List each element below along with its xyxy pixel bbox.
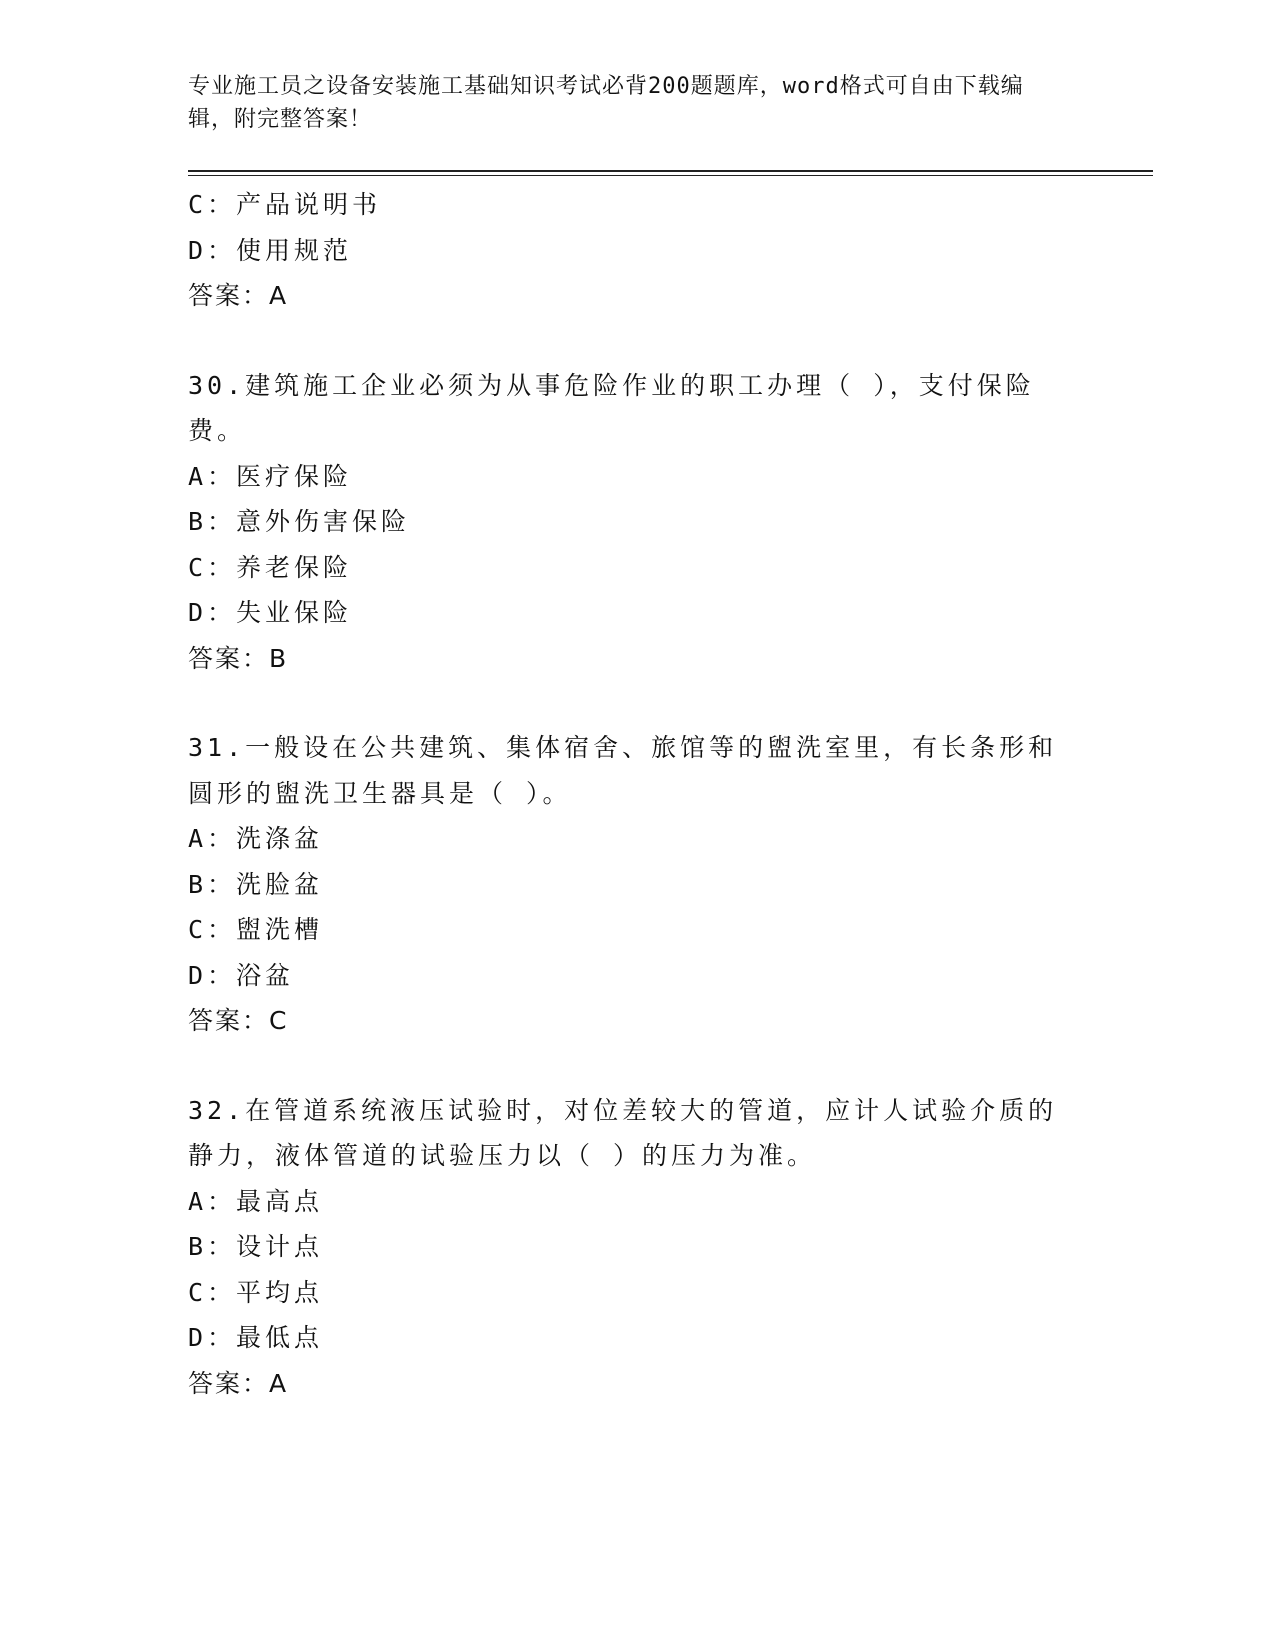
option-d: D：使用规范 bbox=[188, 235, 353, 265]
document-header: 专业施工员之设备安装施工基础知识考试必背200题题库，word格式可自由下载编辑，附完整答案！ bbox=[188, 74, 1024, 132]
question-stem: 32.在管道系统液压试验时，对位差较大的管道，应计人试验介质的静力，液体管道的试验压力以（ ）的压力为准。 bbox=[188, 1095, 1058, 1170]
option-b: B：洗脸盆 bbox=[188, 869, 324, 899]
answer-line: 答案：B bbox=[188, 643, 289, 673]
question-32 bbox=[188, 1088, 1148, 1407]
option-c: C：养老保险 bbox=[188, 552, 353, 582]
option-a: A：医疗保险 bbox=[188, 461, 353, 491]
continued-question bbox=[188, 182, 1148, 319]
header-divider bbox=[188, 170, 1153, 176]
option-a: A：洗涤盆 bbox=[188, 824, 324, 853]
option-a: A：最高点 bbox=[188, 1186, 324, 1216]
option-b: B：意外伤害保险 bbox=[188, 507, 411, 536]
option-d: D：浴盆 bbox=[188, 960, 295, 990]
answer-line: 答案：C bbox=[188, 1006, 289, 1035]
option-c: C：平均点 bbox=[188, 1277, 324, 1307]
option-b: B：设计点 bbox=[188, 1232, 324, 1261]
document-page bbox=[188, 70, 1148, 1406]
question-stem: 30.建筑施工企业必须为从事危险作业的职工办理（ ），支付保险费。 bbox=[188, 370, 1035, 445]
question-30 bbox=[188, 363, 1148, 682]
option-d: D：失业保险 bbox=[188, 598, 353, 627]
question-stem: 31.一般设在公共建筑、集体宿舍、旅馆等的盥洗室里，有长条形和圆形的盥洗卫生器具是（ ）。 bbox=[188, 733, 1058, 808]
option-d: D：最低点 bbox=[188, 1323, 324, 1352]
option-c: C：产品说明书 bbox=[188, 190, 382, 219]
answer-line: 答案：A bbox=[188, 1368, 289, 1398]
question-31 bbox=[188, 725, 1148, 1044]
answer-line: 答案：A bbox=[188, 281, 289, 310]
option-c: C：盥洗槽 bbox=[188, 915, 324, 944]
